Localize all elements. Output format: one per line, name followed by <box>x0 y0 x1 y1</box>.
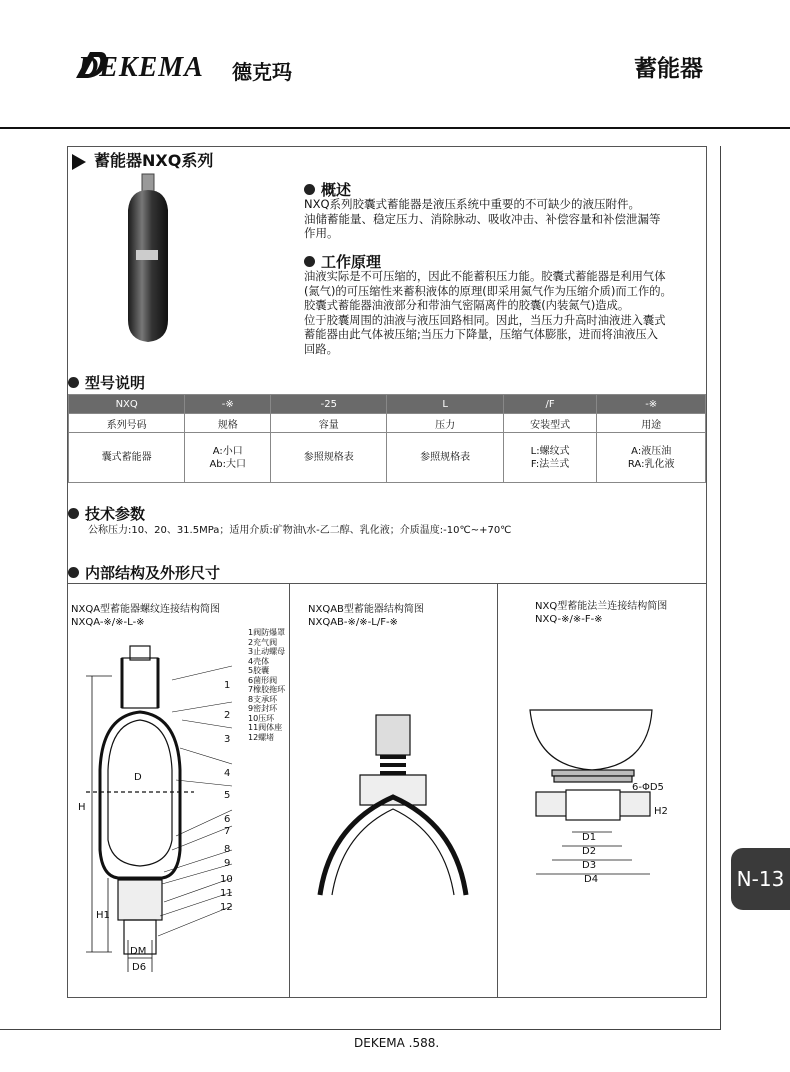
frame-edge-bottom <box>0 1029 721 1030</box>
bullet-icon <box>304 184 315 195</box>
header-divider <box>0 127 790 129</box>
page-title: 蓄能器 <box>634 56 703 82</box>
diagram-a-drawing <box>72 640 252 984</box>
callout-label: 8 <box>224 844 231 855</box>
frame-edge-right <box>720 146 721 1030</box>
callout-label: 7 <box>224 826 231 837</box>
overview-text: NXQ系列胶囊式蓄能器是液压系统中重要的不可缺少的液压附件。 油储蓄能量、稳定压力、消除脉动、吸收冲击、补偿容量和补偿泄漏等 作用。 <box>304 197 661 240</box>
diagram-a-caption: NXQA型蓄能器螺纹连接结构简图 NXQA-※/※-L-※ <box>71 604 221 628</box>
dim-label: D6 <box>132 962 147 973</box>
callout-label: 9 <box>224 858 231 869</box>
dim-label: H <box>78 802 86 813</box>
tech-text: 公称压力:10、20、31.5MPa；适用介质:矿物油\水-乙二醇、乳化液；介质温度:-10℃~+70℃ <box>88 525 512 536</box>
dim-label: H2 <box>654 806 668 817</box>
bullet-icon <box>68 508 79 519</box>
bullet-icon <box>68 377 79 388</box>
callout-label: 12 <box>220 902 233 913</box>
principle-heading: 工作原理 <box>304 251 381 272</box>
model-value-row: 囊式蓄能器 A:小口 Ab:大口 参照规格表 参照规格表 L:螺纹式 F:法兰式 A:液压油 RA:乳化液 <box>69 433 706 483</box>
diagram-b-drawing <box>300 705 490 909</box>
section-heading <box>72 148 213 171</box>
section-title: 蓄能器NXQ系列 <box>94 151 214 170</box>
callout-label: 10 <box>220 874 233 885</box>
callout-label: 1 <box>224 680 231 691</box>
diagram-c-drawing <box>512 700 702 894</box>
model-code-row: NXQ -※ -25 L /F -※ <box>69 395 706 414</box>
overview-heading: 概述 <box>304 179 351 200</box>
callout-label: 2 <box>224 710 231 721</box>
callout-label: 4 <box>224 768 231 779</box>
dim-label: 6-ΦD5 <box>632 782 664 793</box>
accumulator-photo <box>118 170 178 354</box>
page-number: DEKEMA .588. <box>354 1036 440 1050</box>
bullet-icon <box>68 567 79 578</box>
model-header-row: 系列号码 规格 容量 压力 安装型式 用途 <box>69 414 706 433</box>
callout-label: 11 <box>220 888 233 899</box>
dim-label: D1 <box>582 832 597 843</box>
diagram-c-caption: NXQ型蓄能法兰连接结构简图 NXQ-※/※-F-※ <box>535 601 668 625</box>
tech-heading: 技术参数 <box>68 503 145 524</box>
brand-name: DEKEMA <box>78 52 204 83</box>
dim-label: D4 <box>584 874 599 885</box>
diagram-divider <box>289 583 290 998</box>
section-tab: N-13 <box>731 848 790 910</box>
diagram-divider <box>497 583 498 998</box>
dim-label: DM <box>130 946 147 957</box>
model-heading: 型号说明 <box>68 372 145 393</box>
dim-label: D2 <box>582 846 597 857</box>
principle-text: 油液实际是不可压缩的，因此不能蓄积压力能。胶囊式蓄能器是利用气体 (氮气)的可压缩性来蓄积液体的原理(即采用氮气作为压缩介质)而工作的。 胶囊式蓄能器油液部分和带油气密隔离件的胶囊(内装氮气)造成。 位于胶囊周围的油液与液压回路相同。因此，当压力升高时油液进入囊式 蓄能器由此气体被压缩;当压力下降量，压缩气体膨胀，进而将油液压入 回路。 <box>304 270 672 356</box>
callout-label: 5 <box>224 790 231 801</box>
parts-legend: 1阀防爆罩 2充气阀 3止动螺母 4壳体 5胶囊 6菌形阀 7橡胶拖环 8支承环 9密封环 10压环 11阀体座 12螺堵 <box>248 628 286 742</box>
model-table <box>68 394 706 483</box>
bullet-icon <box>304 256 315 267</box>
dim-label: D3 <box>582 860 597 871</box>
diagram-b-caption: NXQAB型蓄能器结构简图 NXQAB-※/※-L/F-※ <box>308 604 424 628</box>
play-triangle-icon <box>72 154 86 170</box>
callout-label: 3 <box>224 734 231 745</box>
dim-label: H1 <box>96 910 110 921</box>
dim-label: D <box>134 772 142 783</box>
structure-heading: 内部结构及外形尺寸 <box>68 562 220 583</box>
brand-name-cn: 德克玛 <box>232 60 292 84</box>
callout-label: 6 <box>224 814 231 825</box>
